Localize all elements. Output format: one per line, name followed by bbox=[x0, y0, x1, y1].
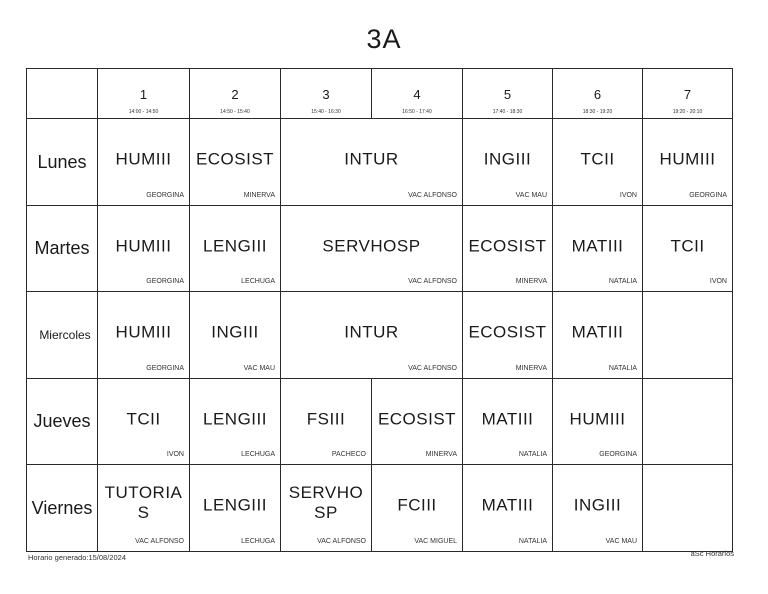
period-time: 15:40 - 16:30 bbox=[311, 109, 341, 115]
class-cell bbox=[190, 119, 281, 206]
class-cell bbox=[98, 378, 190, 465]
class-cell bbox=[190, 465, 281, 552]
teacher: VAC MAU bbox=[515, 191, 547, 199]
subject: INGIII bbox=[211, 322, 259, 342]
subject: INTUR bbox=[344, 322, 399, 342]
teacher: IVON bbox=[166, 451, 184, 459]
day-label: Martes bbox=[27, 205, 98, 292]
period-number: 7 bbox=[683, 87, 692, 102]
period-number: 3 bbox=[322, 87, 330, 102]
period-header-row bbox=[27, 69, 733, 119]
teacher: VAC MAU bbox=[243, 364, 275, 372]
subject: INGIII bbox=[573, 495, 622, 515]
period-header bbox=[372, 69, 463, 119]
class-cell bbox=[190, 292, 281, 379]
subject: LENGIII bbox=[203, 495, 267, 515]
subject: SERVHOSP bbox=[322, 236, 421, 256]
empty-cell bbox=[643, 378, 733, 465]
generated-date: Horario generado:15/08/2024 bbox=[28, 553, 126, 562]
class-cell bbox=[553, 292, 643, 379]
empty-cell bbox=[643, 465, 733, 552]
subject: HUMIII bbox=[115, 149, 172, 169]
class-cell bbox=[98, 292, 190, 379]
teacher: NATALIA bbox=[518, 538, 547, 545]
teacher: VAC ALFONSO bbox=[317, 538, 366, 545]
class-cell bbox=[98, 465, 190, 552]
teacher: IVON bbox=[619, 191, 637, 199]
period-header bbox=[463, 69, 553, 119]
subject: FSIII bbox=[306, 409, 346, 429]
period-time: 19:20 - 20:10 bbox=[672, 109, 703, 115]
subject: ECOSIST bbox=[468, 236, 547, 256]
class-cell bbox=[98, 205, 190, 292]
subject: ECOSIST bbox=[195, 149, 275, 169]
class-cell bbox=[372, 465, 463, 552]
teacher: GEORGINA bbox=[599, 451, 637, 459]
class-cell bbox=[463, 205, 553, 292]
period-time: 16:50 - 17:40 bbox=[402, 109, 432, 115]
class-cell bbox=[553, 119, 643, 206]
teacher: VAC ALFONSO bbox=[408, 191, 457, 199]
subject: MATIII bbox=[481, 409, 534, 429]
teacher: VAC ALFONSO bbox=[408, 278, 457, 286]
teacher: GEORGINA bbox=[689, 191, 727, 199]
teacher: MINERVA bbox=[515, 364, 547, 372]
day-row-jueves bbox=[27, 378, 733, 465]
class-cell bbox=[463, 465, 553, 552]
period-time: 14:00 - 14:50 bbox=[128, 109, 159, 115]
day-label: Jueves bbox=[27, 378, 98, 465]
class-cell bbox=[190, 205, 281, 292]
teacher: NATALIA bbox=[608, 278, 637, 286]
class-cell bbox=[643, 205, 733, 292]
day-label: Miercoles bbox=[27, 292, 98, 379]
teacher: NATALIA bbox=[518, 451, 547, 459]
class-cell bbox=[281, 378, 372, 465]
teacher: LECHUGA bbox=[241, 538, 275, 545]
teacher: MINERVA bbox=[515, 278, 547, 286]
day-label: Viernes bbox=[27, 465, 98, 552]
class-cell bbox=[372, 378, 463, 465]
period-header bbox=[190, 69, 281, 119]
schedule-title: 3A bbox=[366, 24, 402, 54]
teacher: LECHUGA bbox=[241, 278, 275, 286]
teacher: VAC MIGUEL bbox=[414, 538, 457, 545]
teacher: IVON bbox=[709, 278, 727, 286]
brand-label: aSc Horarios bbox=[690, 549, 734, 558]
class-cell bbox=[553, 465, 643, 552]
subject: LENGIII bbox=[203, 236, 267, 256]
subject: ECOSIST bbox=[468, 322, 547, 342]
period-time: 18:30 - 19:20 bbox=[582, 109, 613, 115]
day-row-viernes bbox=[27, 465, 733, 552]
class-cell bbox=[281, 292, 463, 379]
timetable bbox=[26, 68, 733, 552]
period-time: 14:50 - 15:40 bbox=[220, 109, 250, 115]
teacher: LECHUGA bbox=[241, 451, 275, 459]
class-cell bbox=[553, 205, 643, 292]
class-cell bbox=[643, 119, 733, 206]
day-label: Lunes bbox=[27, 119, 98, 206]
subject: INGIII bbox=[483, 149, 532, 169]
subject: INTUR bbox=[344, 149, 399, 169]
period-header bbox=[281, 69, 372, 119]
subject: MATIII bbox=[481, 495, 534, 515]
subject: FCIII bbox=[397, 495, 437, 515]
subject: ECOSIST bbox=[377, 409, 457, 429]
period-number: 1 bbox=[139, 87, 148, 102]
teacher: NATALIA bbox=[608, 364, 637, 372]
empty-cell bbox=[643, 292, 733, 379]
subject: TCII bbox=[126, 409, 161, 429]
class-cell bbox=[281, 119, 463, 206]
subject: TUTORIAS bbox=[104, 483, 183, 523]
teacher: VAC MAU bbox=[605, 538, 637, 545]
teacher: GEORGINA bbox=[146, 191, 184, 199]
class-cell bbox=[281, 465, 372, 552]
subject: HUMIII bbox=[115, 322, 172, 342]
period-number: 6 bbox=[593, 87, 602, 102]
subject: TCII bbox=[580, 149, 615, 169]
class-cell bbox=[463, 119, 553, 206]
class-cell bbox=[98, 119, 190, 206]
period-header bbox=[98, 69, 190, 119]
teacher: GEORGINA bbox=[146, 364, 184, 372]
period-header bbox=[553, 69, 643, 119]
period-number: 5 bbox=[503, 87, 512, 102]
day-row-martes bbox=[27, 205, 733, 292]
class-cell bbox=[553, 378, 643, 465]
subject: LENGIII bbox=[203, 409, 267, 429]
period-number: 2 bbox=[231, 87, 239, 102]
class-cell bbox=[463, 292, 553, 379]
class-cell bbox=[281, 205, 463, 292]
teacher: VAC ALFONSO bbox=[408, 364, 457, 372]
subject: MATIII bbox=[571, 322, 624, 342]
teacher: MINERVA bbox=[243, 191, 275, 199]
class-cell bbox=[190, 378, 281, 465]
subject: MATIII bbox=[571, 236, 624, 256]
subject: HUMIII bbox=[115, 236, 172, 256]
day-row-lunes bbox=[27, 119, 733, 206]
period-time: 17:40 - 18:30 bbox=[492, 109, 523, 115]
subject: HUMIII bbox=[659, 149, 716, 169]
period-header bbox=[643, 69, 733, 119]
subject: TCII bbox=[670, 236, 705, 256]
teacher: GEORGINA bbox=[146, 278, 184, 286]
class-cell bbox=[463, 378, 553, 465]
subject: SERVHOSP bbox=[288, 483, 364, 523]
teacher: MINERVA bbox=[425, 451, 457, 459]
teacher: VAC ALFONSO bbox=[135, 538, 184, 545]
teacher: PACHECO bbox=[331, 451, 366, 459]
subject: HUMIII bbox=[569, 409, 626, 429]
period-number: 4 bbox=[413, 87, 421, 102]
day-row-miercoles bbox=[27, 292, 733, 379]
corner-cell bbox=[27, 69, 98, 119]
